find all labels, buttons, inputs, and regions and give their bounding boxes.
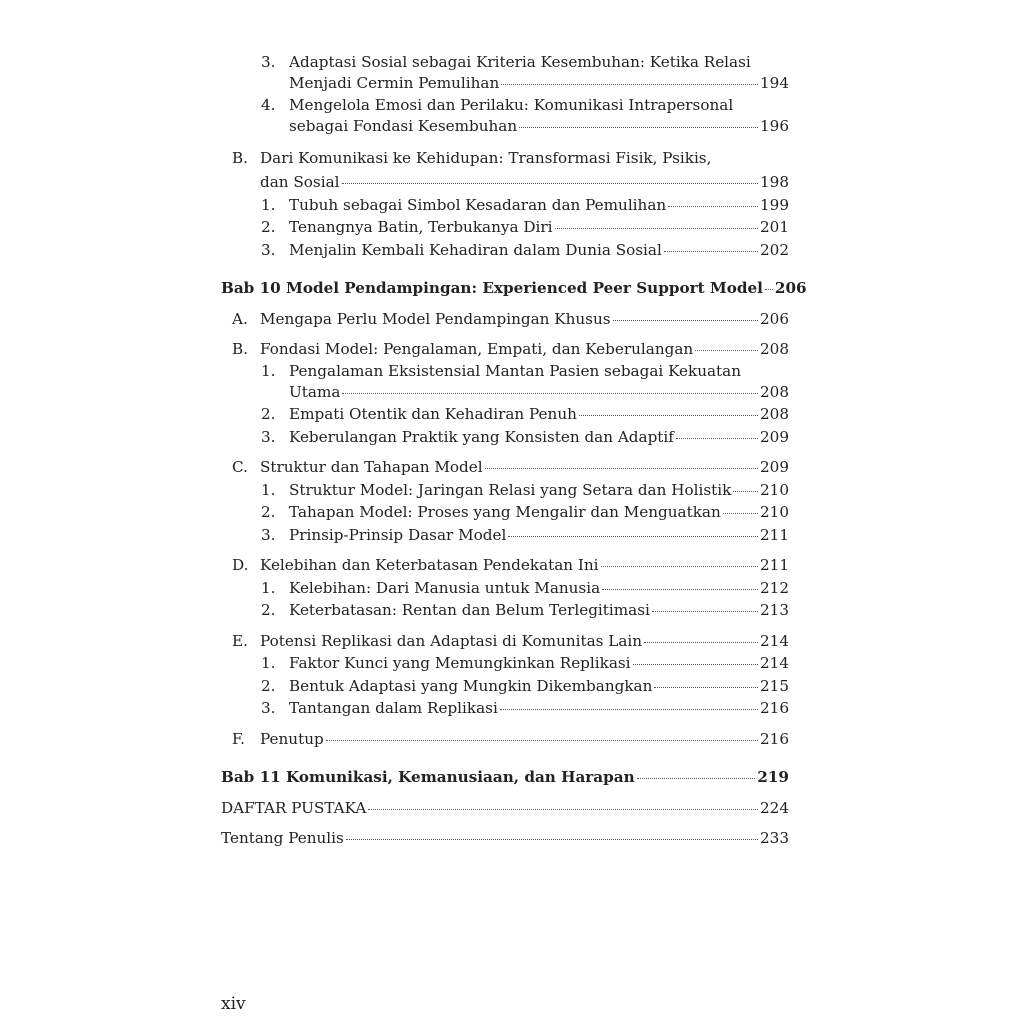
entry-page: 212 <box>760 578 789 597</box>
entry-title: Tahapan Model: Proses yang Mengalir dan Menguatkan <box>289 503 721 521</box>
entry-page: 211 <box>760 556 789 574</box>
entry-title: Menjalin Kembali Kehadiran dalam Dunia Sosial <box>289 240 662 259</box>
entry-page: 206 <box>760 309 789 328</box>
dot-leader <box>602 589 758 590</box>
toc-entry <box>221 599 789 622</box>
toc-entry <box>221 403 789 426</box>
entry-title: Potensi Replikasi dan Adaptasi di Komunitas Lain <box>260 631 643 650</box>
entry-page: 210 <box>760 503 789 521</box>
entry-title-cont: sebagai Fondasi Kesembuhan <box>289 116 518 135</box>
entry-page: 196 <box>760 116 789 135</box>
entry-page: 211 <box>760 525 789 544</box>
chapter-page: 219 <box>757 768 789 786</box>
toc-entry <box>221 728 789 751</box>
toc-entry <box>221 797 789 820</box>
toc-entry <box>221 827 789 850</box>
dot-leader <box>579 415 758 416</box>
toc-entry <box>221 95 789 138</box>
entry-title: Struktur dan Tahapan Model <box>260 458 483 476</box>
entry-title-cont: Utama <box>289 382 341 401</box>
entry-title-cont: dan Sosial <box>260 173 340 191</box>
dot-leader <box>652 611 758 612</box>
toc-entry <box>221 554 789 577</box>
entry-title: Mengelola Emosi dan Perilaku: Komunikasi Intrapersonal <box>289 95 734 114</box>
entry-number: 2. <box>261 503 276 521</box>
entry-page: 209 <box>760 458 789 476</box>
dot-leader <box>733 491 758 492</box>
toc-entry <box>221 361 789 404</box>
dot-leader <box>601 566 758 567</box>
dot-leader <box>637 778 756 779</box>
dot-leader <box>664 251 758 252</box>
entry-title: Kelebihan dan Keterbatasan Pendekatan Ini <box>260 556 599 574</box>
toc-chapter <box>221 766 789 789</box>
dot-leader <box>723 513 758 514</box>
dot-leader <box>508 536 758 537</box>
entry-title: Struktur Model: Jaringan Relasi yang Setara dan Holistik <box>289 480 732 499</box>
dot-leader <box>326 740 758 741</box>
dot-leader <box>485 468 758 469</box>
entry-title: Adaptasi Sosial sebagai Kriteria Kesembuhan: Ketika Relasi <box>289 53 751 71</box>
entry-page: 233 <box>760 829 789 847</box>
entry-page: 208 <box>760 340 789 358</box>
page-number: xiv <box>221 994 246 1014</box>
entry-number: 1. <box>261 361 276 380</box>
dot-leader <box>368 809 758 810</box>
toc-entry <box>221 239 789 262</box>
chapter-title: Bab 10 Model Pendampingan: Experienced Peer Support Model <box>221 279 763 297</box>
dot-leader <box>342 183 759 184</box>
toc-entry <box>221 524 789 547</box>
toc-entry <box>221 145 789 194</box>
dot-leader <box>613 320 758 321</box>
entry-title: Tantangan dalam Replikasi <box>289 699 498 717</box>
dot-leader <box>501 84 758 85</box>
entry-number: 1. <box>261 654 276 672</box>
entry-title: Pengalaman Eksistensial Mantan Pasien sebagai Kekuatan <box>289 361 741 380</box>
entry-number: 2. <box>261 601 276 619</box>
entry-page: 198 <box>760 173 789 191</box>
entry-page: 216 <box>760 729 789 748</box>
entry-number: C. <box>232 458 248 476</box>
entry-title: Tubuh sebagai Simbol Kesadaran dan Pemulihan <box>289 195 667 214</box>
dot-leader <box>633 664 758 665</box>
dot-leader <box>519 127 758 128</box>
entry-page: 213 <box>760 601 789 619</box>
entry-title: Penutup <box>260 729 324 748</box>
chapter-page: 206 <box>774 279 807 297</box>
toc-entry <box>221 675 789 698</box>
dot-leader <box>342 393 758 394</box>
entry-number: 3. <box>261 427 276 446</box>
entry-number: 2. <box>261 676 276 695</box>
toc-entry <box>221 697 789 720</box>
toc-entry <box>221 308 789 331</box>
entry-title: Bentuk Adaptasi yang Mungkin Dikembangkan <box>289 676 653 695</box>
entry-number: 3. <box>261 699 276 717</box>
entry-number: 3. <box>261 525 276 544</box>
entry-title: Faktor Kunci yang Memungkinkan Replikasi <box>289 654 631 672</box>
entry-title: Tentang Penulis <box>221 829 344 847</box>
entry-page: 214 <box>760 654 789 672</box>
entry-title: Keberulangan Praktik yang Konsisten dan Adaptif <box>289 427 674 446</box>
entry-number: E. <box>232 631 248 650</box>
dot-leader <box>500 709 758 710</box>
dot-leader <box>654 687 758 688</box>
chapter-title: Bab 11 Komunikasi, Kemanusiaan, dan Harapan <box>221 768 635 786</box>
entry-number: D. <box>232 556 249 574</box>
toc-entry <box>221 456 789 479</box>
entry-number: F. <box>232 729 245 748</box>
entry-title: Keterbatasan: Rentan dan Belum Terlegitimasi <box>289 601 650 619</box>
entry-title-cont: Menjadi Cermin Pemulihan <box>289 74 500 92</box>
dot-leader <box>555 228 759 229</box>
entry-title: Tenangnya Batin, Terbukanya Diri <box>289 218 553 236</box>
entry-number: B. <box>232 149 248 167</box>
entry-page: 224 <box>760 798 789 817</box>
toc-chapter <box>221 277 807 300</box>
dot-leader <box>676 438 758 439</box>
entry-page: 214 <box>760 631 789 650</box>
entry-number: 1. <box>261 578 276 597</box>
entry-number: 2. <box>261 405 276 423</box>
entry-title: Prinsip-Prinsip Dasar Model <box>289 525 507 544</box>
dot-leader <box>346 839 758 840</box>
entry-title: Kelebihan: Dari Manusia untuk Manusia <box>289 578 601 597</box>
toc-entry <box>221 52 789 95</box>
toc-entry <box>221 630 789 653</box>
table-of-contents <box>221 52 807 850</box>
dot-leader <box>668 206 758 207</box>
dot-leader <box>695 350 758 351</box>
entry-page: 209 <box>760 427 789 446</box>
entry-page: 215 <box>760 676 789 695</box>
toc-entry <box>221 652 789 675</box>
entry-number: 3. <box>261 53 276 71</box>
entry-number: 4. <box>261 95 276 114</box>
entry-number: 2. <box>261 218 276 236</box>
toc-entry <box>221 194 789 217</box>
entry-number: 1. <box>261 195 276 214</box>
entry-title: Fondasi Model: Pengalaman, Empati, dan Keberulangan <box>260 340 694 358</box>
toc-entry <box>221 501 789 524</box>
toc-entry <box>221 216 789 239</box>
entry-number: A. <box>232 309 248 328</box>
entry-page: 194 <box>760 74 789 92</box>
toc-entry <box>221 479 789 502</box>
toc-entry <box>221 577 789 600</box>
entry-page: 208 <box>760 405 789 423</box>
entry-page: 210 <box>760 480 789 499</box>
entry-number: 3. <box>261 240 276 259</box>
entry-title: Dari Komunikasi ke Kehidupan: Transformasi Fisik, Psikis, <box>260 149 712 167</box>
toc-entry <box>221 338 789 361</box>
dot-leader <box>765 289 773 290</box>
entry-title: Empati Otentik dan Kehadiran Penuh <box>289 405 577 423</box>
entry-title: Mengapa Perlu Model Pendampingan Khusus <box>260 309 611 328</box>
dot-leader <box>644 642 758 643</box>
entry-page: 202 <box>760 240 789 259</box>
entry-page: 208 <box>760 382 789 401</box>
entry-page: 199 <box>760 195 789 214</box>
entry-number: 1. <box>261 480 276 499</box>
toc-entry <box>221 426 789 449</box>
entry-page: 216 <box>760 699 789 717</box>
entry-title: DAFTAR PUSTAKA <box>221 798 367 817</box>
entry-number: B. <box>232 340 248 358</box>
entry-page: 201 <box>760 218 789 236</box>
